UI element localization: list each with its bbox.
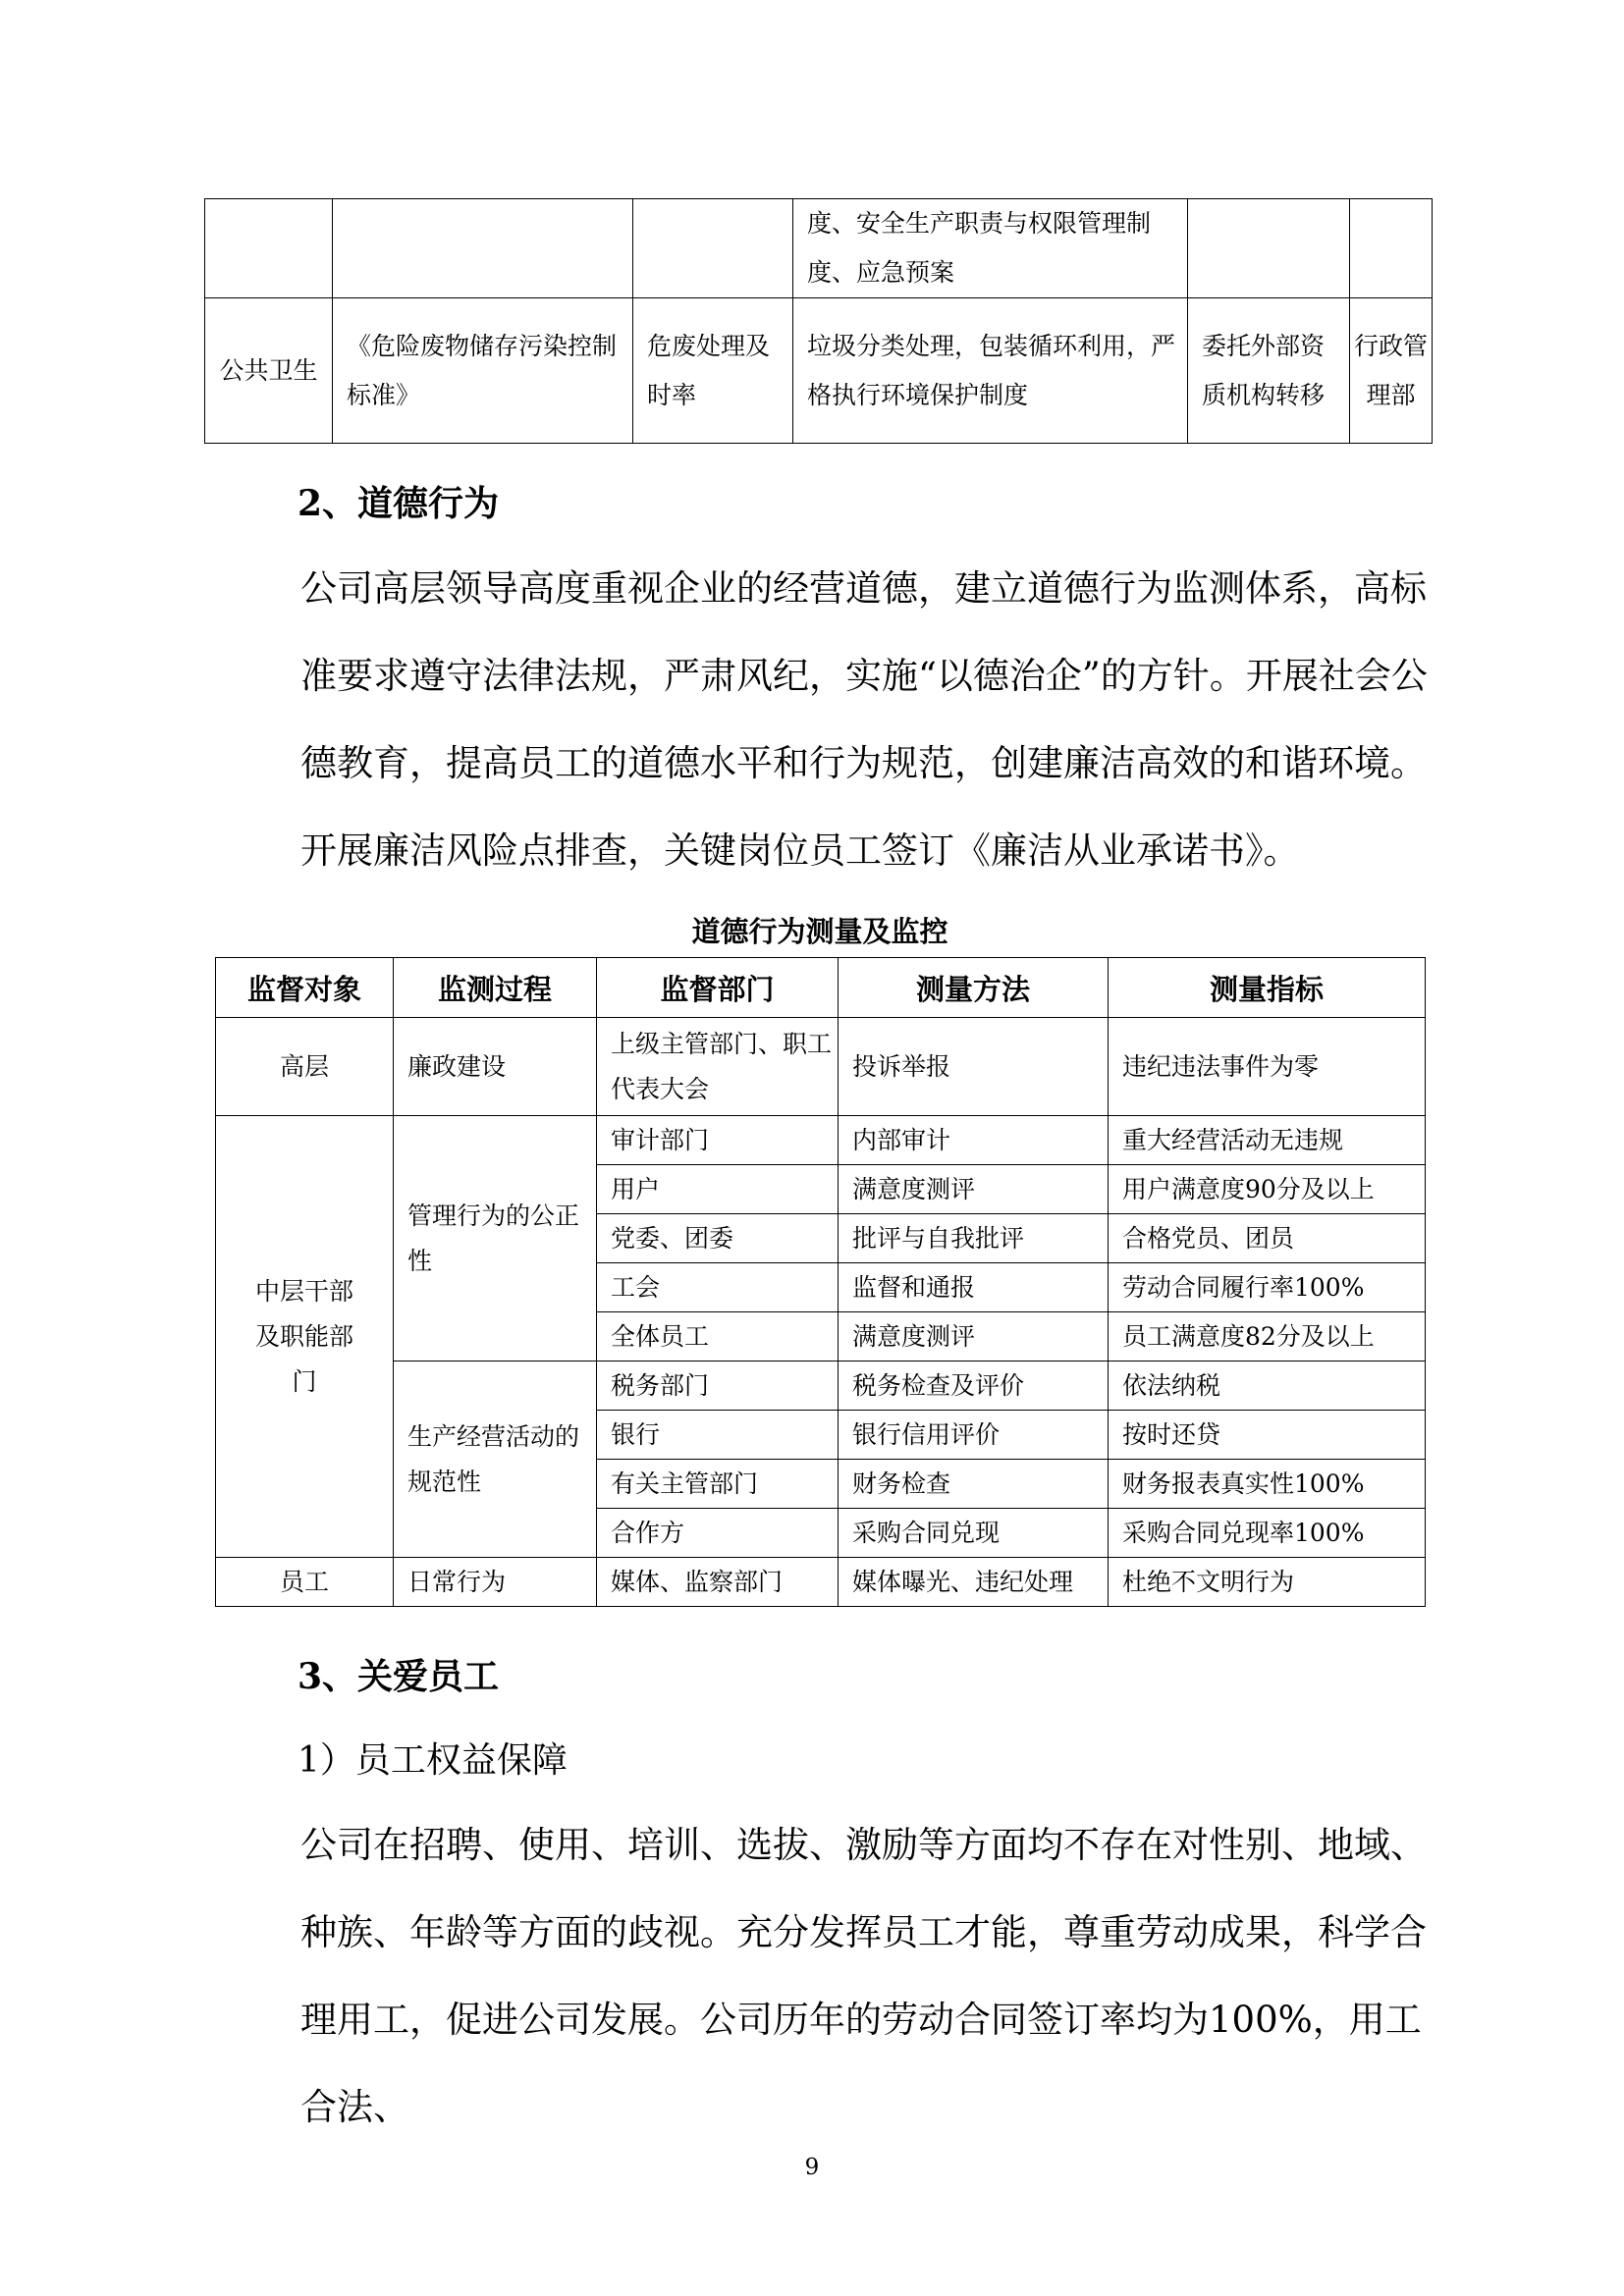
cell-method: 满意度测评 bbox=[839, 1165, 1109, 1214]
cell-method: 内部审计 bbox=[839, 1116, 1109, 1165]
cell-object: 高层 bbox=[216, 1018, 394, 1116]
cell-dept: 合作方 bbox=[597, 1509, 839, 1558]
cell-dept: 税务部门 bbox=[597, 1362, 839, 1411]
ethics-table bbox=[215, 957, 1426, 1607]
table-row bbox=[205, 199, 1433, 298]
cell-method: 税务检查及评价 bbox=[839, 1362, 1109, 1411]
cell-method: 财务检查 bbox=[839, 1460, 1109, 1509]
column-header: 监测过程 bbox=[394, 958, 597, 1018]
cell-process: 日常行为 bbox=[394, 1558, 597, 1607]
cell-method: 监督和通报 bbox=[839, 1263, 1109, 1312]
cell-dept: 全体员工 bbox=[597, 1312, 839, 1362]
table-row bbox=[216, 1558, 1426, 1607]
table-row bbox=[216, 1362, 1426, 1411]
cell-department: 行政管理部 bbox=[1350, 298, 1433, 444]
cell-process: 管理行为的公正性 bbox=[394, 1116, 597, 1362]
cell-category: 公共卫生 bbox=[205, 298, 333, 444]
cell-standard: 《危险废物储存污染控制标准》 bbox=[333, 298, 633, 444]
cell-dept: 审计部门 bbox=[597, 1116, 839, 1165]
section-paragraph bbox=[218, 545, 1435, 894]
section-paragraph bbox=[218, 1801, 1435, 2151]
cell-metric: 按时还贷 bbox=[1109, 1411, 1426, 1460]
cell-metric: 合格党员、团员 bbox=[1109, 1214, 1426, 1263]
section-heading: 3、关爱员工 bbox=[298, 1656, 500, 1697]
paragraph-text: 公司高层领导高度重视企业的经营道德，建立道德行为监测体系，高标准要求遵守法律法规，严肃风纪，实施“以德治企”的方针。开展社会公德教育，提高员工的道德水平和行为规范，创建廉洁高效的和谐环境。开展廉洁风险点排查，关键岗位员工签订《廉洁从业承诺书》。 bbox=[300, 567, 1428, 872]
column-header: 测量指标 bbox=[1109, 958, 1426, 1018]
paragraph-text: 公司在招聘、使用、培训、选拔、激励等方面均不存在对性别、地域、种族、年龄等方面的歧视。充分发挥员工才能，尊重劳动成果，科学合理用工，促进公司发展。公司历年的劳动合同签订率均为100%，用工合法、 bbox=[300, 1824, 1427, 2128]
cell-dept: 用户 bbox=[597, 1165, 839, 1214]
page-number: 9 bbox=[804, 2155, 820, 2180]
cell-object: 中层干部及职能部门 bbox=[216, 1116, 394, 1558]
cell-process: 廉政建设 bbox=[394, 1018, 597, 1116]
table-row bbox=[205, 298, 1433, 444]
cell-measures: 度、安全生产职责与权限管理制度、应急预案 bbox=[793, 199, 1188, 298]
table-header-row bbox=[216, 958, 1426, 1018]
subsection-heading: 1）员工权益保障 bbox=[298, 1740, 568, 1781]
cell-metric: 员工满意度82分及以上 bbox=[1109, 1312, 1426, 1362]
cell-method: 采购合同兑现 bbox=[839, 1509, 1109, 1558]
cell-dept: 有关主管部门 bbox=[597, 1460, 839, 1509]
cell-dept: 党委、团委 bbox=[597, 1214, 839, 1263]
cell-metric: 劳动合同履行率100% bbox=[1109, 1263, 1426, 1312]
continuation-table bbox=[204, 198, 1433, 444]
cell-metric: 用户满意度90分及以上 bbox=[1109, 1165, 1426, 1214]
cell-metric: 杜绝不文明行为 bbox=[1109, 1558, 1426, 1607]
cell-dept: 工会 bbox=[597, 1263, 839, 1312]
column-header: 测量方法 bbox=[839, 958, 1109, 1018]
cell-process: 生产经营活动的规范性 bbox=[394, 1362, 597, 1558]
cell-dept: 银行 bbox=[597, 1411, 839, 1460]
column-header: 监督对象 bbox=[216, 958, 394, 1018]
section-heading: 2、道德行为 bbox=[298, 483, 500, 524]
table-row bbox=[216, 1018, 1426, 1116]
cell-object: 员工 bbox=[216, 1558, 394, 1607]
cell-method: 银行信用评价 bbox=[839, 1411, 1109, 1460]
cell-method: 批评与自我批评 bbox=[839, 1214, 1109, 1263]
column-header: 监督部门 bbox=[597, 958, 839, 1018]
cell-dept: 媒体、监察部门 bbox=[597, 1558, 839, 1607]
cell-metric: 采购合同兑现率100% bbox=[1109, 1509, 1426, 1558]
cell-method: 满意度测评 bbox=[839, 1312, 1109, 1362]
cell-measures: 垃圾分类处理，包装循环利用，严格执行环境保护制度 bbox=[793, 298, 1188, 444]
cell-metric: 依法纳税 bbox=[1109, 1362, 1426, 1411]
cell-metric: 违纪违法事件为零 bbox=[1109, 1018, 1426, 1116]
cell-method: 投诉举报 bbox=[839, 1018, 1109, 1116]
cell-dept: 上级主管部门、职工代表大会 bbox=[597, 1018, 839, 1116]
table-row bbox=[216, 1116, 1426, 1165]
cell-method: 媒体曝光、违纪处理 bbox=[839, 1558, 1109, 1607]
cell-metric: 重大经营活动无违规 bbox=[1109, 1116, 1426, 1165]
cell-indicator: 危废处理及时率 bbox=[633, 298, 793, 444]
cell-metric: 财务报表真实性100% bbox=[1109, 1460, 1426, 1509]
table-caption: 道德行为测量及监控 bbox=[691, 915, 948, 948]
cell-method: 委托外部资质机构转移 bbox=[1188, 298, 1350, 444]
